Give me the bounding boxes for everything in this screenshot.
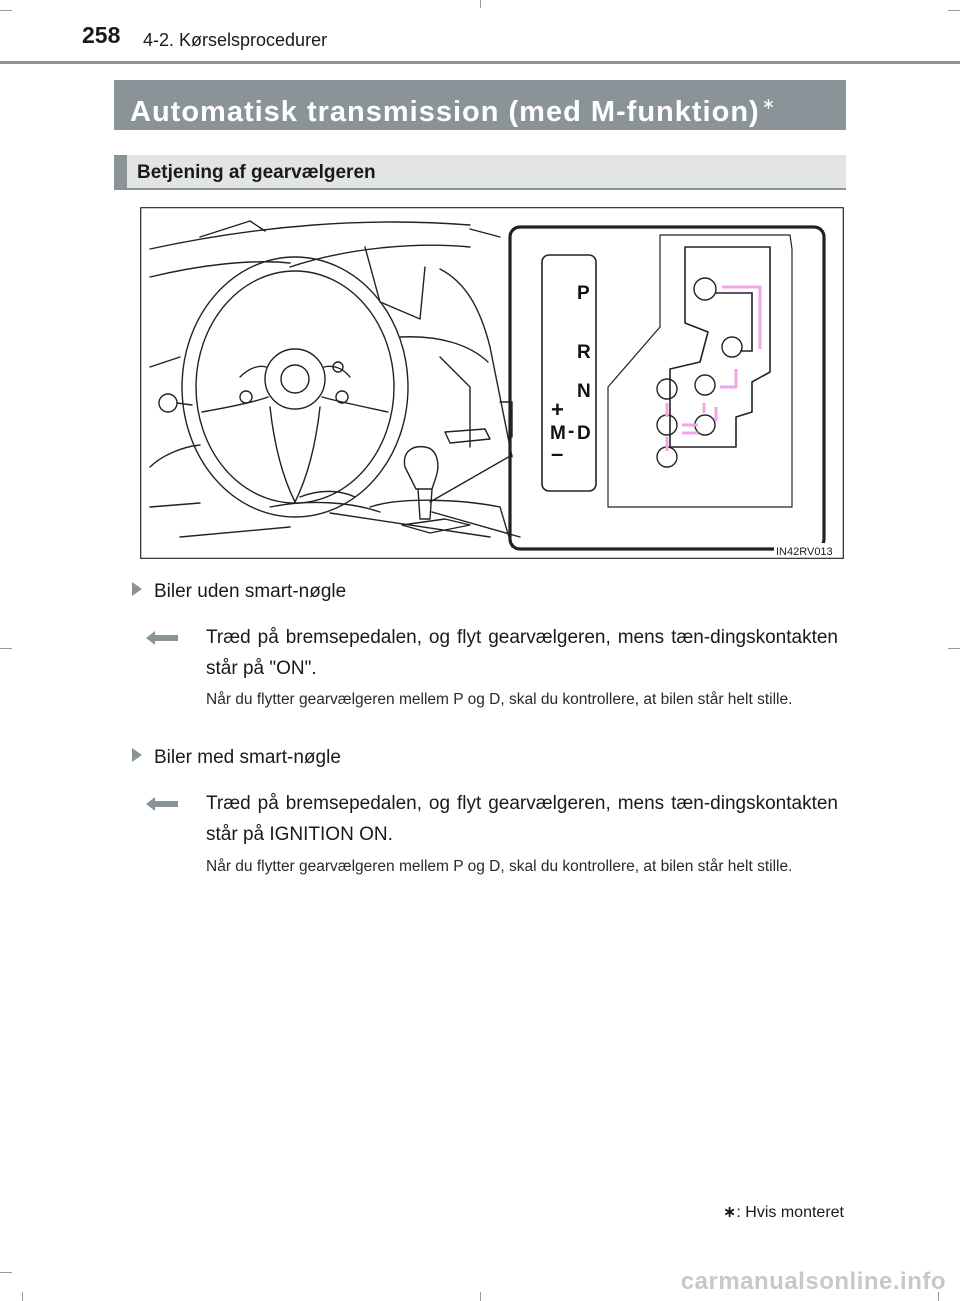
crop-mark (948, 648, 960, 649)
shift-label-m: M (550, 423, 566, 444)
shift-label-n: N (577, 381, 591, 402)
page-number: 258 (82, 22, 121, 48)
gear-selector-illustration (140, 207, 844, 559)
step-arrow-icon (146, 631, 178, 645)
step-instruction: Træd på bremsepedalen, og flyt gearvælgeren, mens tæn-dingskontakten står på IGNITION ON. (206, 793, 838, 845)
step-instruction: Træd på bremsepedalen, og flyt gearvælgeren, mens tæn-dingskontakten står på "ON". (206, 627, 838, 679)
footnote-text: : Hvis monteret (736, 1204, 844, 1221)
watermark: carmanualsonline.info (680, 1268, 946, 1295)
footnote-marker: ∗ (723, 1204, 737, 1221)
shift-label-d: D (577, 423, 591, 444)
bullet-triangle-icon (132, 582, 142, 596)
crop-mark (0, 1272, 12, 1273)
page-title (114, 80, 846, 130)
page-title-text: Automatisk transmission (med M-funktion) (130, 96, 760, 128)
bullet-triangle-icon (132, 748, 142, 762)
section-heading: Betjening af gearvælgeren (114, 155, 846, 190)
step-arrow-icon (146, 797, 178, 811)
shift-label-plus: + (551, 397, 564, 422)
bullet-with-smart-key (132, 747, 341, 769)
shift-label-r: R (577, 342, 591, 363)
step-note: Når du flytter gearvælgeren mellem P og D, skal du kontrollere, at bilen står helt stille. (206, 858, 793, 875)
figure-code: IN42RV013 (776, 546, 833, 558)
crop-mark (480, 0, 481, 8)
bullet-without-smart-key (132, 581, 346, 603)
footnote (723, 1202, 844, 1222)
crop-mark (0, 648, 12, 649)
bullet-label: Biler med smart-nøgle (154, 747, 341, 768)
title-footnote-marker: ∗ (761, 96, 777, 113)
shift-label-minus: – (551, 441, 564, 466)
crop-mark (0, 10, 12, 11)
shift-label-dash: - (568, 421, 575, 442)
step-note: Når du flytter gearvælgeren mellem P og D, skal du kontrollere, at bilen står helt stille. (206, 691, 793, 708)
shift-label-p: P (577, 283, 590, 304)
crop-mark (480, 1292, 481, 1301)
header-divider (0, 61, 960, 64)
chapter-title: 4-2. Kørselsprocedurer (143, 30, 328, 50)
crop-mark (22, 1292, 23, 1301)
bullet-label: Biler uden smart-nøgle (154, 581, 347, 602)
crop-mark (948, 10, 960, 11)
